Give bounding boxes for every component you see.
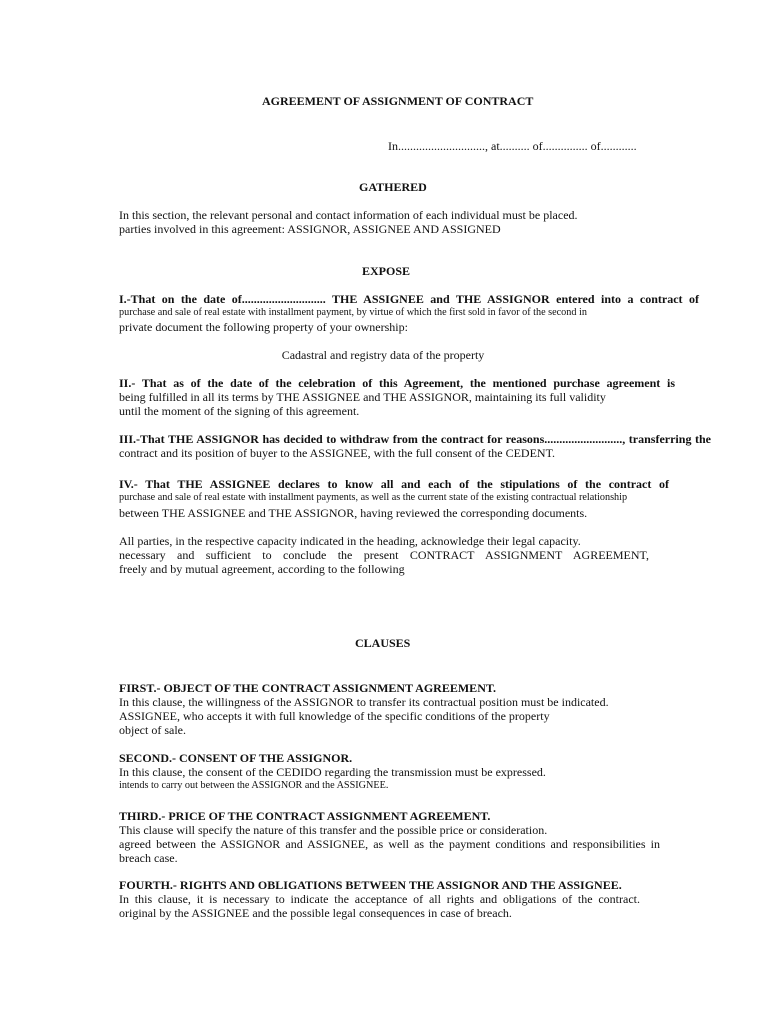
- expose-p2-line: until the moment of the signing of this agreement.: [119, 404, 360, 418]
- expose-p2-line: II.- That as of the date of the celebration of this Agreement, the mentioned purchase agreement is: [119, 376, 675, 390]
- clause-third-line: breach case.: [119, 851, 178, 865]
- clause-third-title: THIRD.- PRICE OF THE CONTRACT ASSIGNMENT AGREEMENT.: [119, 809, 491, 823]
- clause-first-title: FIRST.- OBJECT OF THE CONTRACT ASSIGNMENT AGREEMENT.: [119, 681, 496, 695]
- expose-p4-line: between THE ASSIGNEE and THE ASSIGNOR, having reviewed the corresponding documents.: [119, 506, 588, 520]
- clause-fourth-line: In this clause, it is necessary to indicate the acceptance of all rights and obligations of the contract.: [119, 892, 640, 906]
- gathered-line: In this section, the relevant personal and contact information of each individual must be placed.: [119, 208, 578, 222]
- gathered-heading: GATHERED: [359, 180, 427, 194]
- clause-second-title: SECOND.- CONSENT OF THE ASSIGNOR.: [119, 751, 353, 765]
- clause-second-line: In this clause, the consent of the CEDIDO regarding the transmission must be expressed.: [119, 765, 546, 779]
- clause-first-line: In this clause, the willingness of the ASSIGNOR to transfer its contractual position must be indicated.: [119, 695, 609, 709]
- expose-p5-line: freely and by mutual agreement, according to the following: [119, 562, 405, 576]
- expose-p1-line: purchase and sale of real estate with installment payment, by virtue of which the first sold in favor of the second in: [119, 307, 587, 318]
- expose-p5-line: necessary and sufficient to conclude the present CONTRACT ASSIGNMENT AGREEMENT,: [119, 548, 649, 562]
- expose-p1-line: I.-That on the date of............................ THE ASSIGNEE and THE ASSIGNOR entered into a contract of: [119, 292, 699, 306]
- expose-heading: EXPOSE: [362, 264, 411, 278]
- expose-p4-line: IV.- That THE ASSIGNEE declares to know all and each of the stipulations of the contract of: [119, 477, 669, 491]
- clause-fourth-title: FOURTH.- RIGHTS AND OBLIGATIONS BETWEEN THE ASSIGNOR AND THE ASSIGNEE.: [119, 878, 622, 892]
- clause-second-line: intends to carry out between the ASSIGNOR and the ASSIGNEE.: [119, 780, 389, 791]
- clause-third-line: This clause will specify the nature of this transfer and the possible price or consideration.: [119, 823, 548, 837]
- expose-p5-line: All parties, in the respective capacity indicated in the heading, acknowledge their legal capacity.: [119, 534, 581, 548]
- clause-third-line: agreed between the ASSIGNOR and ASSIGNEE, as well as the payment conditions and responsibilities in: [119, 837, 660, 851]
- gathered-line: parties involved in this agreement: ASSIGNOR, ASSIGNEE AND ASSIGNED: [119, 222, 501, 236]
- expose-p2-line: being fulfilled in all its terms by THE ASSIGNEE and THE ASSIGNOR, maintaining its full validity: [119, 390, 606, 404]
- expose-p3-line: contract and its position of buyer to the ASSIGNEE, with the full consent of the CEDENT.: [119, 446, 556, 460]
- document-title: AGREEMENT OF ASSIGNMENT OF CONTRACT: [262, 94, 534, 108]
- clause-fourth-line: original by the ASSIGNEE and the possible legal consequences in case of breach.: [119, 906, 512, 920]
- place-date-line: In............................., at.......... of............... of............: [388, 139, 637, 153]
- clause-first-line: ASSIGNEE, who accepts it with full knowledge of the specific conditions of the property: [119, 709, 550, 723]
- expose-p3-line: III.-That THE ASSIGNOR has decided to withdraw from the contract for reasons.........................., transferring the: [119, 432, 711, 446]
- clauses-heading: CLAUSES: [355, 636, 411, 650]
- expose-p1-line: private document the following property of your ownership:: [119, 320, 408, 334]
- property-data-line: Cadastral and registry data of the property: [281, 348, 485, 362]
- clause-first-line: object of sale.: [119, 723, 186, 737]
- expose-p4-line: purchase and sale of real estate with installment payments, as well as the current state of the existing contractual relationship: [119, 492, 628, 503]
